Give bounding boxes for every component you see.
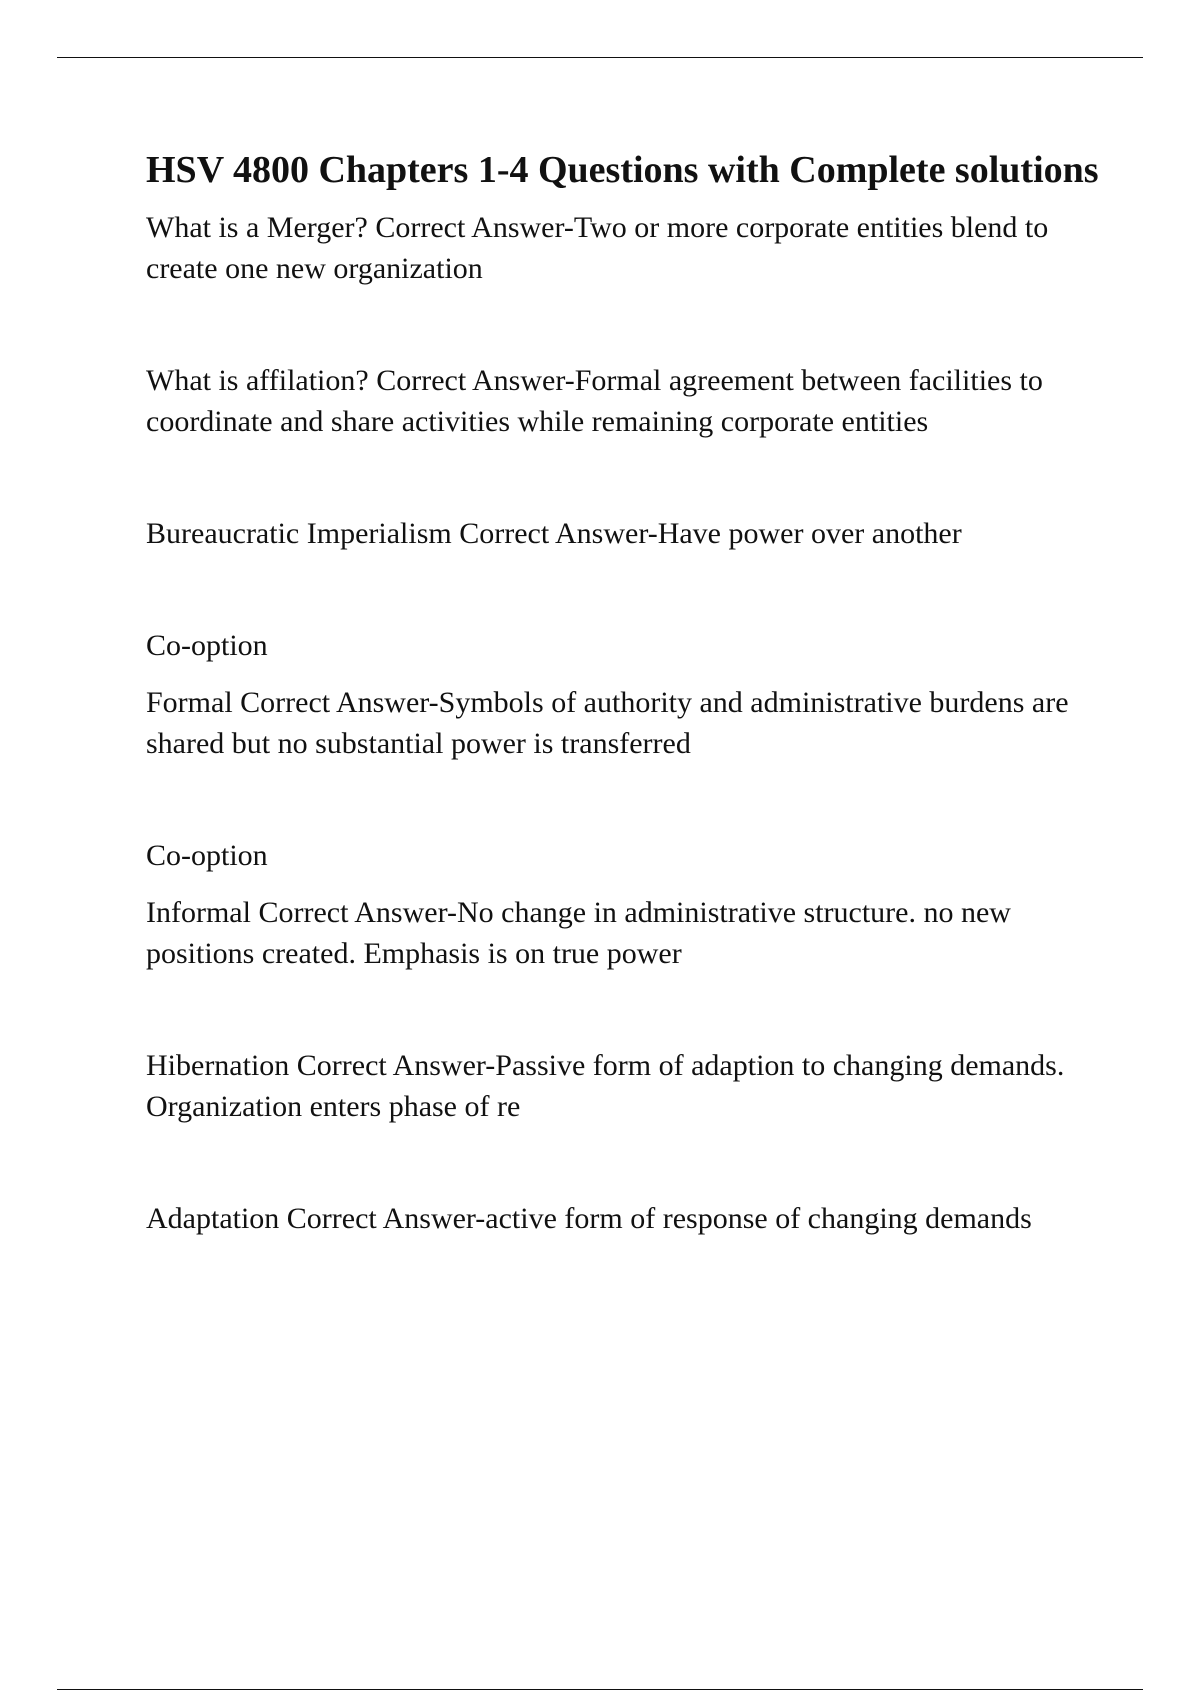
qa-entry-merger: What is a Merger? Correct Answer-Two or more corporate entities blend to create one new organization	[146, 211, 1049, 285]
qa-heading-co-option: Co-option	[146, 839, 268, 872]
qa-entry-informal: Informal Correct Answer-No change in administrative structure. no new positions created. Emphasis is on true power	[146, 896, 1011, 970]
top-rule	[57, 57, 1143, 58]
document-body	[146, 145, 1106, 1239]
qa-entry-adaptation: Adaptation Correct Answer-active form of response of changing demands	[146, 1202, 1032, 1235]
qa-entry-formal: Formal Correct Answer-Symbols of authority and administrative burdens are shared but no substantial power is transferred	[146, 686, 1069, 760]
qa-heading-co-option: Co-option	[146, 629, 268, 662]
bottom-rule	[57, 1689, 1143, 1690]
qa-entry-affiliation: What is affilation? Correct Answer-Formal agreement between facilities to coordinate and share activities while remaining corporate entities	[146, 364, 1043, 438]
document-title: HSV 4800 Chapters 1-4 Questions with Complete solutions	[146, 149, 1099, 191]
qa-entry-hibernation: Hibernation Correct Answer-Passive form of adaption to changing demands. Organization enters phase of re	[146, 1049, 1065, 1123]
qa-entry-bureaucratic-imperialism: Bureaucratic Imperialism Correct Answer-Have power over another	[146, 517, 962, 550]
